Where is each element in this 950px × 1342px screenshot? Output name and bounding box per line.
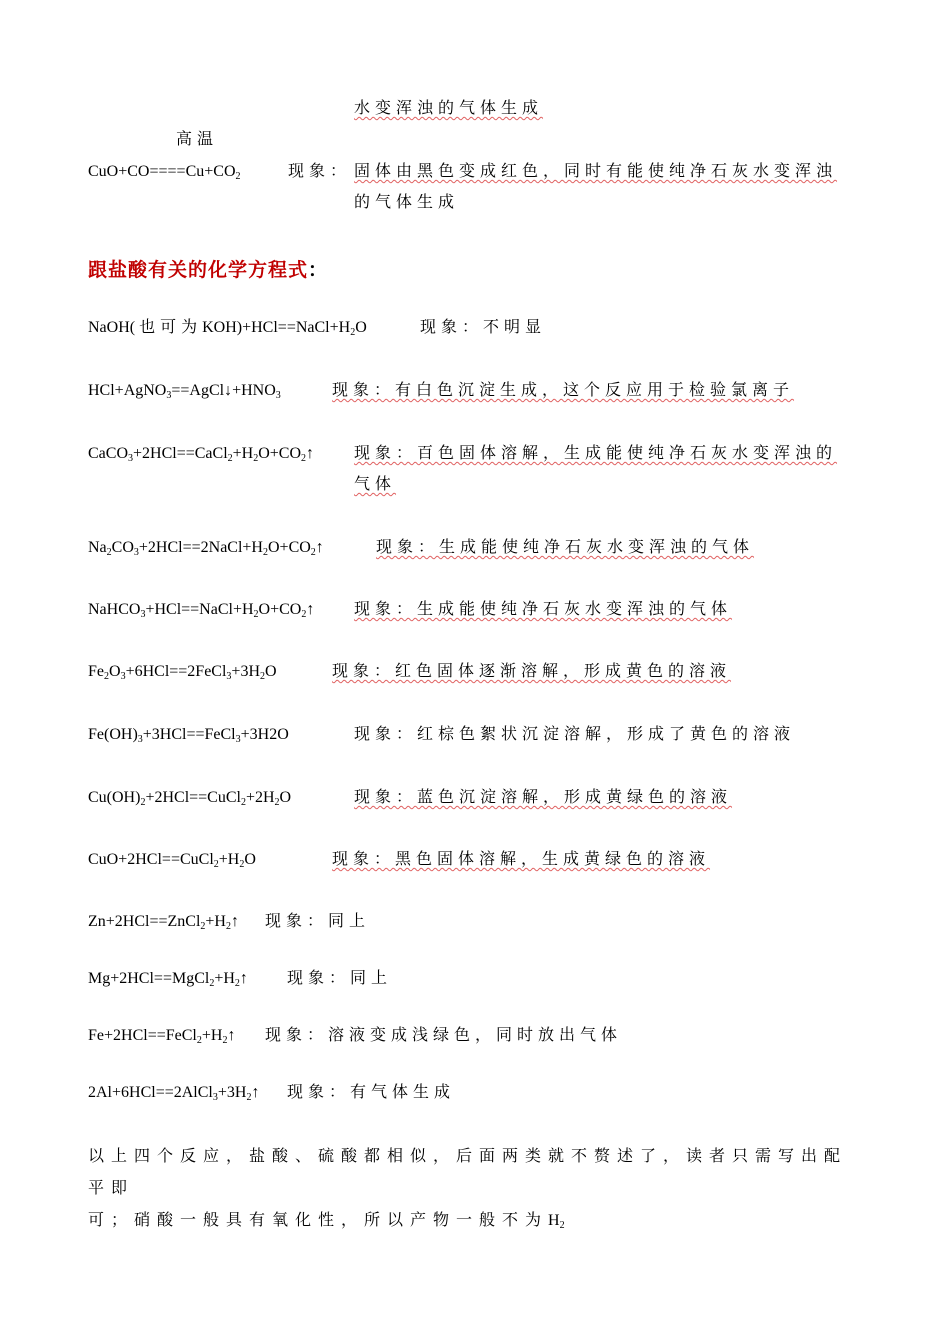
equation-cuo-hcl: $CuO+2HCl==CuCl_2+H_2O$ (88, 851, 256, 870)
phenomenon-continuation: 水变浑浊的气体生成 (354, 100, 544, 117)
phenomenon-zn-hcl: 现象：同上 (265, 913, 371, 930)
phenomenon-cuo-hcl: 现象：黑色固体溶解，生成黄绿色的溶液 (332, 851, 711, 868)
phenomenon-na2co3-hcl: 现象：生成能使纯净石灰水变浑浊的气体 (376, 539, 755, 556)
phenomenon-mg-hcl: 现象：同上 (287, 970, 393, 987)
phenomenon-fe-hcl: 现象：溶液变成浅绿色，同时放出气体 (265, 1027, 623, 1044)
phenomenon-al-hcl: 现象：有气体生成 (287, 1084, 456, 1101)
note-paragraph (88, 1141, 868, 1237)
equation-naoh-hcl: NaOH( 也可为$KOH)+HCl==NaCl+H_2O$ (88, 319, 367, 338)
equation-cuoh2-hcl: $Cu(OH)_2+2HCl==CuCl_2+2H_2O$ (88, 789, 292, 808)
equation-feoh3-hcl: $Fe(OH)_3+3HCl==FeCl_3+3H2O$ (88, 726, 289, 745)
phenomenon-label: 现象： (288, 163, 352, 180)
equation-nahco3-hcl: $NaHCO_3+HCl==NaCl+H_2O+CO_2↑$ (88, 601, 315, 620)
phenomenon-text-cont: 的气体生成 (354, 194, 460, 211)
phenomenon-fe2o3-hcl: 现象：红色固体逐渐溶解，形成黄色的溶液 (332, 663, 732, 680)
phenomenon-cuoh2-hcl: 现象：蓝色沉淀溶解，形成黄绿色的溶液 (354, 789, 733, 806)
equation-na2co3-hcl: $Na_2CO_3+2HCl==2NaCl+H_2O+CO_2↑$ (88, 539, 324, 558)
phenomenon-hcl-agno3: 现象：有白色沉淀生成，这个反应用于检验氯离子 (332, 382, 795, 399)
phenomenon-nahco3-hcl: 现象：生成能使纯净石灰水变浑浊的气体 (354, 601, 733, 618)
reaction-condition: 高温 (176, 131, 219, 148)
equation-cuo-co: $CuO+CO====Cu+CO_2$ (88, 163, 241, 182)
note-line-1: 以上四个反应，盐酸、硫酸都相似，后面两类就不赘述了，读者只需写出配平即 (88, 1148, 848, 1197)
phenomenon-naoh-hcl: 现象：不明显 (420, 319, 547, 336)
phenomenon-caco3-hcl-cont: 气体 (354, 476, 397, 493)
equation-fe-hcl: $Fe+2HCl==FeCl_2+H_2↑$ (88, 1027, 236, 1046)
equation-hcl-agno3: $HCl+AgNO_3==AgCl↓+HNO_3$ (88, 382, 281, 401)
phenomenon-feoh3-hcl: 现象：红棕色絮状沉淀溶解，形成了黄色的溶液 (354, 726, 796, 743)
phenomenon-caco3-hcl: 现象：百色固体溶解，生成能使纯净石灰水变浑浊的 (354, 445, 838, 462)
note-line-2: 可；硝酸一般具有氧化性，所以产物一般不为$H_2$ (88, 1212, 572, 1231)
equation-fe2o3-hcl: $Fe_2O_3+6HCl==2FeCl_3+3H_2O$ (88, 663, 277, 682)
phenomenon-text: 固体由黑色变成红色，同时有能使纯净石灰水变浑浊 (354, 163, 838, 180)
equation-mg-hcl: $Mg+2HCl==MgCl_2+H_2↑$ (88, 970, 248, 989)
equation-caco3-hcl: $CaCO_3+2HCl==CaCl_2+H_2O+CO_2↑$ (88, 445, 315, 464)
section-title: 跟盐酸有关的化学方程式： (88, 259, 329, 281)
equation-al-hcl: $2Al+6HCl==2AlCl_3+3H_2↑$ (88, 1084, 260, 1103)
equation-zn-hcl: $Zn+2HCl==ZnCl_2+H_2↑$ (88, 913, 239, 932)
